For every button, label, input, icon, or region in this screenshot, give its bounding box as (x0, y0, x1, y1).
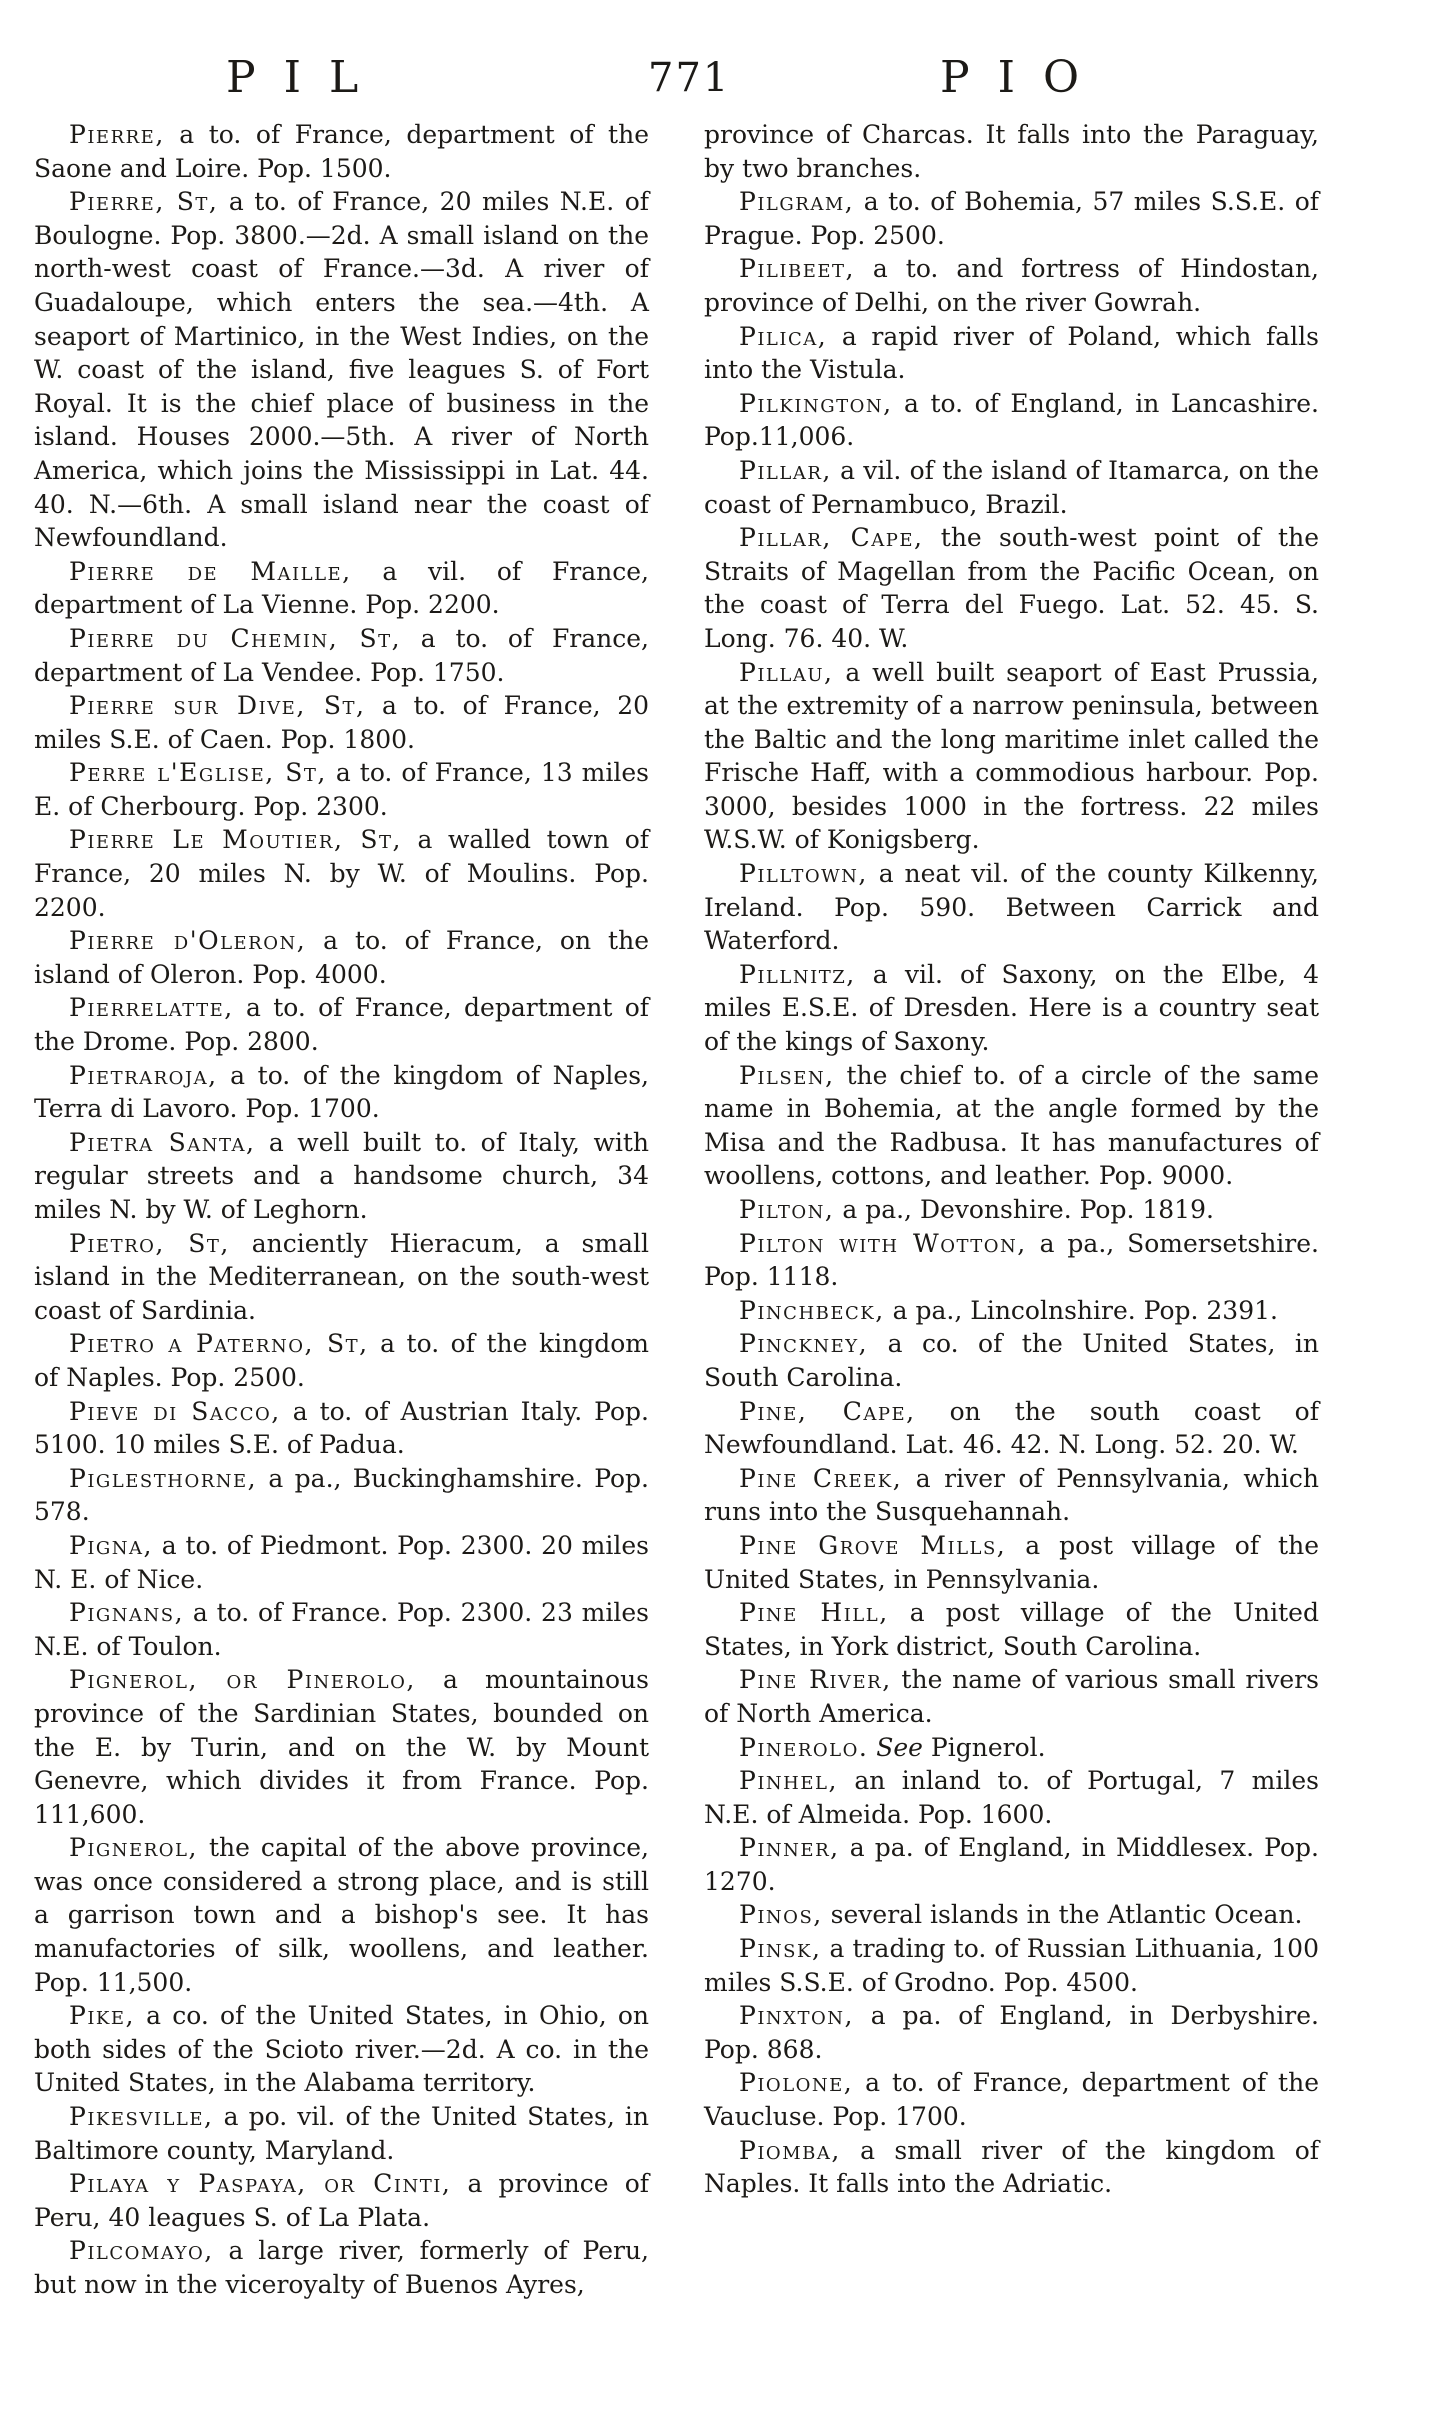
entry-headword: Pilton, (739, 1195, 835, 1224)
entry-headword: Pilibeet, (739, 254, 855, 284)
page-header (0, 48, 1436, 108)
entry-text: a pa., Lincolnshire. Pop. 2391. (884, 1295, 1278, 1325)
entry-text: on the south coast of Newfoundland. Lat. 46. 42. N. Long. 52. 20. W. (704, 1396, 1319, 1460)
entry-text: a to. of France, on the island of Oleron. Pop. 4000. (34, 926, 649, 989)
gazetteer-entry (704, 1596, 1319, 1663)
gazetteer-entry (704, 1831, 1319, 1898)
entry-headword: Pilcomayo, (69, 2236, 214, 2266)
entry-headword: Pinsk, (739, 1934, 822, 1964)
right-column (704, 118, 1319, 2201)
gazetteer-entry (704, 656, 1319, 858)
header-left-guideword: PIL (226, 52, 387, 103)
gazetteer-entry (34, 1327, 649, 1394)
gazetteer-entry (704, 521, 1319, 655)
entry-text: a walled town of France, 20 miles N. by W. of Moulins. Pop. 2200. (34, 825, 649, 922)
entry-headword: Pinxton, (739, 2001, 854, 2031)
gazetteer-entry (34, 1126, 649, 1227)
gazetteer-entry (704, 958, 1319, 1059)
entry-text: a well built seaport of East Prussia, at the extremity of a narrow peninsula, between the Baltic and the long maritime inlet called the Frische Haff, with a commodious harbour. Pop. 3000, besides 1000 in the fortress. 22 miles W.S.W. of Konigsberg. (704, 657, 1319, 855)
entry-headword: Pierre de Maille, (69, 556, 352, 586)
header-right-guideword: PIO (940, 52, 1108, 103)
entry-headword: Pilton with Wotton, (739, 1228, 1027, 1258)
gazetteer-entry (704, 118, 1319, 185)
entry-headword: Piglesthorne, (69, 1463, 258, 1493)
entry-text: a to. of France. Pop. 2300. 23 miles N.E. of Toulon. (34, 1598, 649, 1661)
gazetteer-entry (34, 991, 649, 1058)
entry-headword: Piomba, (739, 2135, 841, 2165)
entry-text: a province of Peru, 40 leagues S. of La Plata. (34, 2169, 649, 2232)
entry-text: a pa., Buckinghamshire. Pop. 578. (34, 1463, 649, 1527)
entry-headword: Pierre du Chemin, St, (69, 623, 402, 653)
entry-headword: Pinckney, (739, 1329, 869, 1359)
gazetteer-entry (704, 2066, 1319, 2133)
entry-text: a to. of France, department of the Drome. Pop. 2800. (34, 993, 649, 1057)
entry-headword: Pietraroja, (69, 1060, 218, 1090)
entry-headword: Pikesville, (69, 2102, 214, 2132)
entry-headword: Pillnitz, (739, 959, 856, 989)
entry-headword: Pine, Cape, (739, 1396, 916, 1426)
entry-headword: Pigna, (69, 1530, 154, 1560)
entry-headword: Pillar, Cape, (739, 523, 924, 553)
cross-reference-see: See (876, 1732, 923, 1762)
gazetteer-entry (34, 1663, 649, 1831)
gazetteer-entry (34, 1227, 649, 1328)
entry-text: several islands in the Atlantic Ocean. (822, 1900, 1303, 1930)
gazetteer-entry (704, 252, 1319, 319)
entry-text: a to. and fortress of Hindostan, province of Delhi, on the river Gowrah. (704, 254, 1319, 317)
entry-headword: Pietro a Paterno, St, (69, 1329, 369, 1359)
entry-text: a trading to. of Russian Lithuania, 100 miles S.S.E. of Grodno. Pop. 4500. (704, 1934, 1319, 1997)
entry-headword: Pinos, (739, 1900, 823, 1930)
entry-headword: Pilltown, (739, 859, 868, 889)
entry-text: a co. of the United States, in South Carolina. (704, 1329, 1319, 1392)
entry-headword: Pine Creek, (739, 1463, 903, 1493)
entry-text: a to. of Bohemia, 57 miles S.S.E. of Prague. Pop. 2500. (704, 187, 1319, 250)
gazetteer-entry (34, 555, 649, 622)
gazetteer-entry (704, 1529, 1319, 1596)
entry-text: a co. of the United States, in Ohio, on both sides of the Scioto river.—2d. A co. in the United States, in the Alabama territory. (34, 2001, 649, 2098)
gazetteer-entry (704, 1898, 1319, 1932)
page-number: 771 (648, 55, 731, 101)
gazetteer-entry (34, 1596, 649, 1663)
gazetteer-entry (704, 387, 1319, 454)
gazetteer-entry (34, 622, 649, 689)
entry-headword: Pillar, (739, 455, 832, 485)
entry-text: a to. of the kingdom of Naples, Terra di Lavoro. Pop. 1700. (34, 1060, 649, 1124)
entry-text: an inland to. of Portugal, 7 miles N.E. of Almeida. Pop. 1600. (704, 1766, 1319, 1829)
gazetteer-entry (704, 1227, 1319, 1294)
entry-text: a to. of France, department of La Vendee. Pop. 1750. (34, 623, 649, 687)
gazetteer-entry (704, 1462, 1319, 1529)
gazetteer-entry (34, 185, 649, 555)
entry-headword: Pilaya y Paspaya, or Cinti, (69, 2169, 452, 2199)
gazetteer-entry (34, 1462, 649, 1529)
entry-headword: Pierre Le Moutier, St, (69, 825, 402, 855)
gazetteer-entry (34, 823, 649, 924)
entry-headword: Pietro, St, (69, 1228, 230, 1258)
gazetteer-entry (34, 2234, 649, 2301)
gazetteer-entry (704, 1663, 1319, 1730)
entry-text: anciently Hieracum, a small island in the Mediterranean, on the south-west coast of Sardinia. (34, 1228, 649, 1325)
gazetteer-entry (704, 1764, 1319, 1831)
left-column (34, 118, 649, 2302)
gazetteer-entry (704, 857, 1319, 958)
entry-text: a pa. of England, in Middlesex. Pop. 1270. (704, 1833, 1319, 1896)
entry-text: a to. of Austrian Italy. Pop. 5100. 10 miles S.E. of Padua. (34, 1396, 649, 1460)
gazetteer-entry (704, 185, 1319, 252)
entry-text: a to. of England, in Lancashire. Pop.11,006. (704, 388, 1319, 452)
gazetteer-entry (704, 1193, 1319, 1227)
entry-headword: Pine Hill, (739, 1598, 889, 1628)
gazetteer-entry (704, 1731, 1319, 1765)
entry-headword: Pine Grove Mills, (739, 1530, 1007, 1560)
entry-text: a pa., Devonshire. Pop. 1819. (834, 1195, 1214, 1224)
gazetteer-entry (34, 118, 649, 185)
entry-text: the south-west point of the Straits of Magellan from the Pacific Ocean, on the coast of Terra del Fuego. Lat. 52. 45. S. Long. 76. 40. W. (704, 523, 1319, 653)
entry-headword: Pietra Santa, (69, 1127, 256, 1157)
entry-headword: Pierre d'Oleron, (69, 926, 307, 956)
entry-headword: Pierre, (69, 120, 165, 149)
gazetteer-entry (34, 1395, 649, 1462)
entry-text: a to. of France, 20 miles N.E. of Boulogne. Pop. 3800.—2d. A small island on the north-west coast of France.—3d. A river of Guadaloupe, which enters the sea.—4th. A seaport of Martinico, in the West Indies, on the W. coast of the island, five leagues S. of Fort Royal. It is the chief place of business in the island. Houses 2000.—5th. A river of North America, which joins the Mississippi in Lat. 44. 40. N.—6th. A small island near the coast of Newfoundland. (34, 187, 649, 553)
entry-headword: Pierre sur Dive, St, (69, 691, 366, 721)
entry-text: a post village of the United States, in Pennsylvania. (704, 1530, 1319, 1594)
entry-headword: Pilica, (739, 321, 828, 351)
entry-text: a to. of France, 13 miles E. of Cherbourg. Pop. 2300. (34, 758, 649, 821)
entry-text: a to. of the kingdom of Naples. Pop. 2500. (34, 1329, 650, 1392)
gazetteer-entry (34, 1999, 649, 2100)
gazetteer-entry (704, 454, 1319, 521)
entry-headword: Pierre, St, (69, 187, 219, 217)
entry-text: a post village of the United States, in York district, South Carolina. (704, 1598, 1319, 1661)
entry-headword: Pinner, (739, 1833, 840, 1863)
entry-headword: Pinchbeck, (739, 1295, 885, 1325)
entry-headword: Pinhel, (739, 1766, 838, 1796)
entry-text: a large river, formerly of Peru, but now in the viceroyalty of Buenos Ayres, (34, 2236, 649, 2299)
entry-headword: Pinerolo. (739, 1732, 869, 1762)
entry-headword: Piolone, (739, 2068, 854, 2098)
entry-headword: Pieve di Sacco, (69, 1396, 281, 1426)
entry-text: a po. vil. of the United States, in Baltimore county, Maryland. (34, 2102, 649, 2165)
entry-text: a well built to. of Italy, with regular streets and a handsome church, 34 miles N. by W. of Leghorn. (34, 1127, 649, 1224)
entry-text: a to. of France, 20 miles S.E. of Caen. Pop. 1800. (34, 691, 650, 754)
entry-headword: Pike, (69, 2001, 135, 2031)
entry-headword: Pillau, (739, 657, 834, 687)
entry-text: a to. of France, department of the Vaucluse. Pop. 1700. (704, 2068, 1319, 2132)
entry-text: a rapid river of Poland, which falls into the Vistula. (704, 321, 1319, 385)
entry-text: a pa. of England, in Derbyshire. Pop. 868. (704, 2001, 1319, 2064)
gazetteer-entry (704, 1327, 1319, 1394)
gazetteer-entry (704, 1294, 1319, 1328)
gazetteer-entry (34, 924, 649, 991)
entry-headword: Perre l'Eglise, St, (69, 758, 327, 788)
entry-text: the chief to. of a circle of the same name in Bohemia, at the angle formed by the Misa and the Radbusa. It has manufactures of woollens, cottons, and leather. Pop. 9000. (704, 1060, 1319, 1191)
entry-text: a vil. of the island of Itamarca, on the coast of Pernambuco, Brazil. (704, 455, 1319, 519)
gazetteer-entry (34, 756, 649, 823)
entry-headword: Pignerol, (69, 1833, 198, 1863)
entry-text: a to. of Piedmont. Pop. 2300. 20 miles N. E. of Nice. (34, 1530, 649, 1594)
gazetteer-entry (34, 1529, 649, 1596)
entry-text: a vil. of Saxony, on the Elbe, 4 miles E.S.E. of Dresden. Here is a country seat of the kings of Saxony. (704, 959, 1319, 1057)
gazetteer-entry (704, 2134, 1319, 2201)
entry-headword: Pine River, (739, 1665, 892, 1695)
entry-headword: Pilkington, (739, 388, 893, 418)
gazetteer-entry (34, 1059, 649, 1126)
gazetteer-entry (704, 1059, 1319, 1193)
entry-text: a neat vil. of the county Kilkenny, Ireland. Pop. 590. Between Carrick and Waterford. (704, 859, 1319, 956)
gazetteer-entry (704, 1395, 1319, 1462)
entry-text: a pa., Somersetshire. Pop. 1118. (704, 1228, 1320, 1292)
entry-headword: Pierrelatte, (69, 993, 234, 1023)
entry-text: a small river of the kingdom of Naples. It falls into the Adriatic. (704, 2135, 1319, 2199)
entry-text: a vil. of France, department of La Vienne. Pop. 2200. (34, 556, 649, 620)
entry-text: a to. of France, department of the Saone and Loire. Pop. 1500. (34, 120, 649, 183)
entry-text: the name of various small rivers of North America. (704, 1665, 1319, 1728)
gazetteer-entry (34, 1831, 649, 1999)
gazetteer-entry (704, 1999, 1319, 2066)
entry-text: a river of Pennsylvania, which runs into the Susquehannah. (704, 1463, 1320, 1527)
entry-text: a mountainous province of the Sardinian States, bounded on the E. by Turin, and on the W. by Mount Genevre, which divides it from France. Pop. 111,600. (34, 1665, 649, 1829)
gazetteer-entry (34, 2100, 649, 2167)
entry-text: Pignerol. (922, 1732, 1046, 1762)
gazetteer-entry (704, 320, 1319, 387)
gazetteer-entry (34, 2167, 649, 2234)
gazetteer-entry (704, 1932, 1319, 1999)
gazetteer-entry (34, 689, 649, 756)
entry-headword: Pilsen, (739, 1060, 835, 1090)
entry-headword: Pignans, (69, 1598, 185, 1628)
entry-text: province of Charcas. It falls into the Paraguay, by two branches. (704, 120, 1319, 183)
entry-headword: Pilgram, (739, 187, 855, 217)
entry-text: the capital of the above province, was once considered a strong place, and is still a garrison town and a bishop's see. It has manufactories of silk, woollens, and leather. Pop. 11,500. (34, 1833, 649, 1997)
entry-headword: Pignerol, or Pinerolo, (69, 1665, 416, 1695)
